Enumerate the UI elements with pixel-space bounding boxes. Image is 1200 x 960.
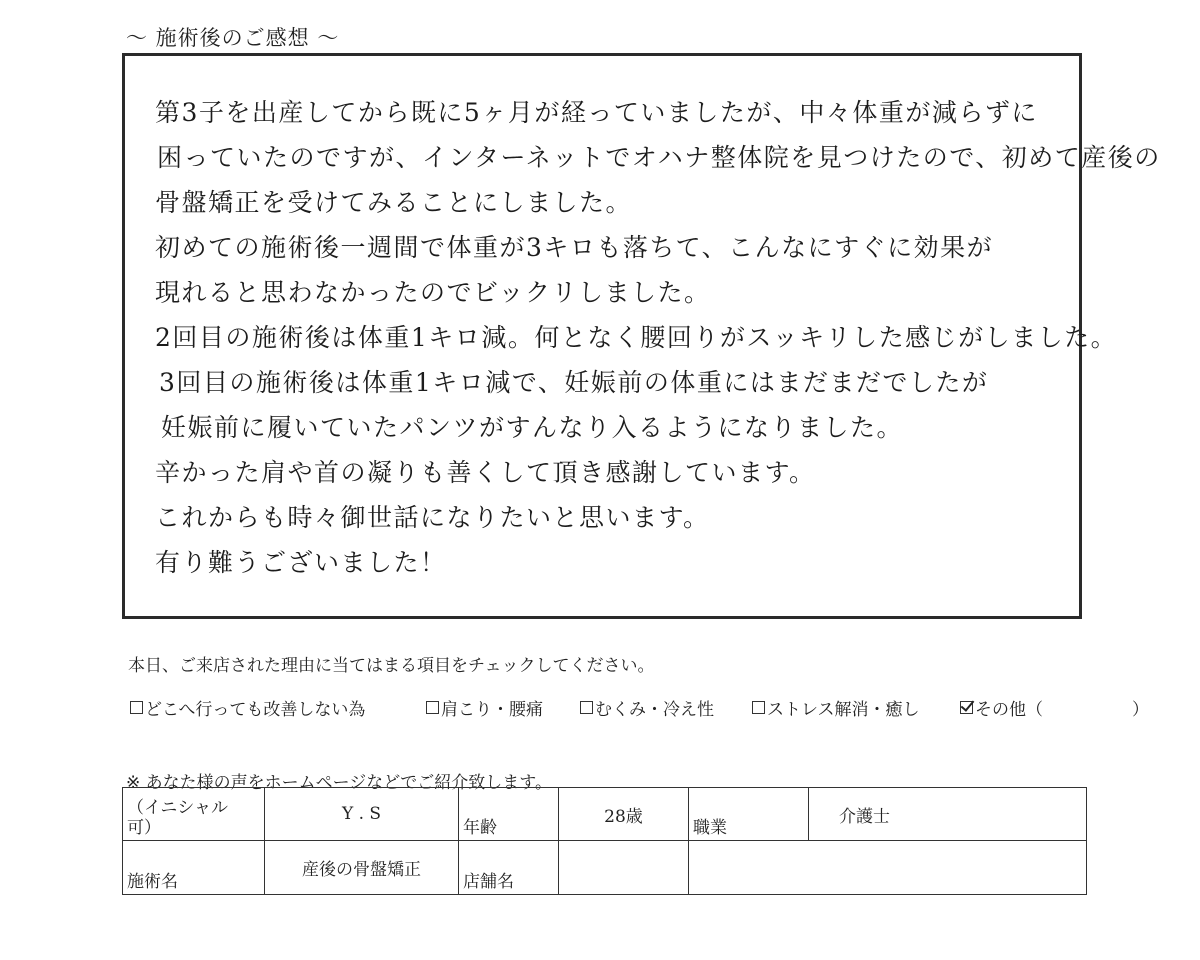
initials-label-line2: 可） (127, 818, 161, 838)
reason-question: 本日、ご来店された理由に当てはまる項目をチェックしてください。 (128, 656, 655, 676)
job-label: 職業 (689, 788, 809, 841)
reason-option-stress[interactable] (752, 695, 920, 720)
impression-line: 辛かった肩や首の凝りも善くして頂き感謝しています。 (155, 458, 816, 487)
checkbox[interactable] (752, 701, 765, 714)
reason-option-stiff-shoulders[interactable] (426, 695, 543, 720)
checkbox[interactable] (580, 701, 593, 714)
store-value (559, 841, 689, 895)
other-close-paren: ） (1132, 700, 1149, 720)
job-value: 介護士 (809, 788, 1087, 841)
age-value: 28歳 (559, 788, 689, 841)
store-label: 店舗名 (459, 841, 559, 895)
treatment-label: 施術名 (123, 841, 265, 895)
impression-line: 現れると思わなかったのでビックリしました。 (155, 278, 711, 307)
checkbox[interactable] (130, 701, 143, 714)
reason-option-label: その他（ (975, 700, 1043, 720)
checkbox[interactable] (426, 701, 439, 714)
impression-line: 有り難うございました！ (155, 548, 447, 577)
reason-option-label: どこへ行っても改善しない為 (145, 700, 366, 720)
impression-line: 妊娠前に履いていたパンツがすんなり入るようになりました。 (161, 413, 904, 442)
publish-note: ※ あなた様の声をホームページなどでご紹介致します。 (126, 773, 552, 793)
reason-option-label: 肩こり・腰痛 (441, 700, 543, 720)
initials-label (123, 788, 265, 841)
impression-box (122, 53, 1161, 619)
impression-line: 初めての施術後一週間で体重が3キロも落ちて、こんなにすぐに効果が (155, 233, 994, 262)
age-label: 年齢 (459, 788, 559, 841)
impression-line: 骨盤矯正を受けてみることにしました。 (155, 188, 633, 217)
reason-option-not-improving[interactable] (130, 695, 365, 720)
reason-option-other[interactable] (960, 695, 1043, 720)
reason-option-label: ストレス解消・癒し (767, 700, 920, 720)
section-title: ～ 施術後のご感想 ～ (126, 26, 340, 50)
store-value-extension (689, 841, 1087, 895)
impression-line: これからも時々御世話になりたいと思います。 (155, 503, 710, 532)
impression-line: 困っていたのですが、インターネットでオハナ整体院を見つけたので、初めて産後の (157, 143, 1161, 172)
initials-value: Y . S (265, 788, 459, 841)
handwritten-impression (155, 90, 1161, 585)
reason-option-label: むくみ・冷え性 (595, 700, 714, 720)
impression-line: 2回目の施術後は体重1キロ減。何となく腰回りがスッキリした感じがしました。 (155, 323, 1118, 352)
impression-line: 3回目の施術後は体重1キロ減で、妊娠前の体重にはまだまだでしたが (159, 368, 989, 397)
customer-info-table (122, 787, 1087, 895)
treatment-value: 産後の骨盤矯正 (265, 841, 459, 895)
impression-line: 第3子を出産してから既に5ヶ月が経っていましたが、中々体重が減らずに (155, 98, 1038, 127)
reason-option-swelling[interactable] (580, 695, 714, 720)
checkbox-checked[interactable] (960, 701, 973, 714)
initials-label-line1: （イニシャル (127, 798, 228, 818)
